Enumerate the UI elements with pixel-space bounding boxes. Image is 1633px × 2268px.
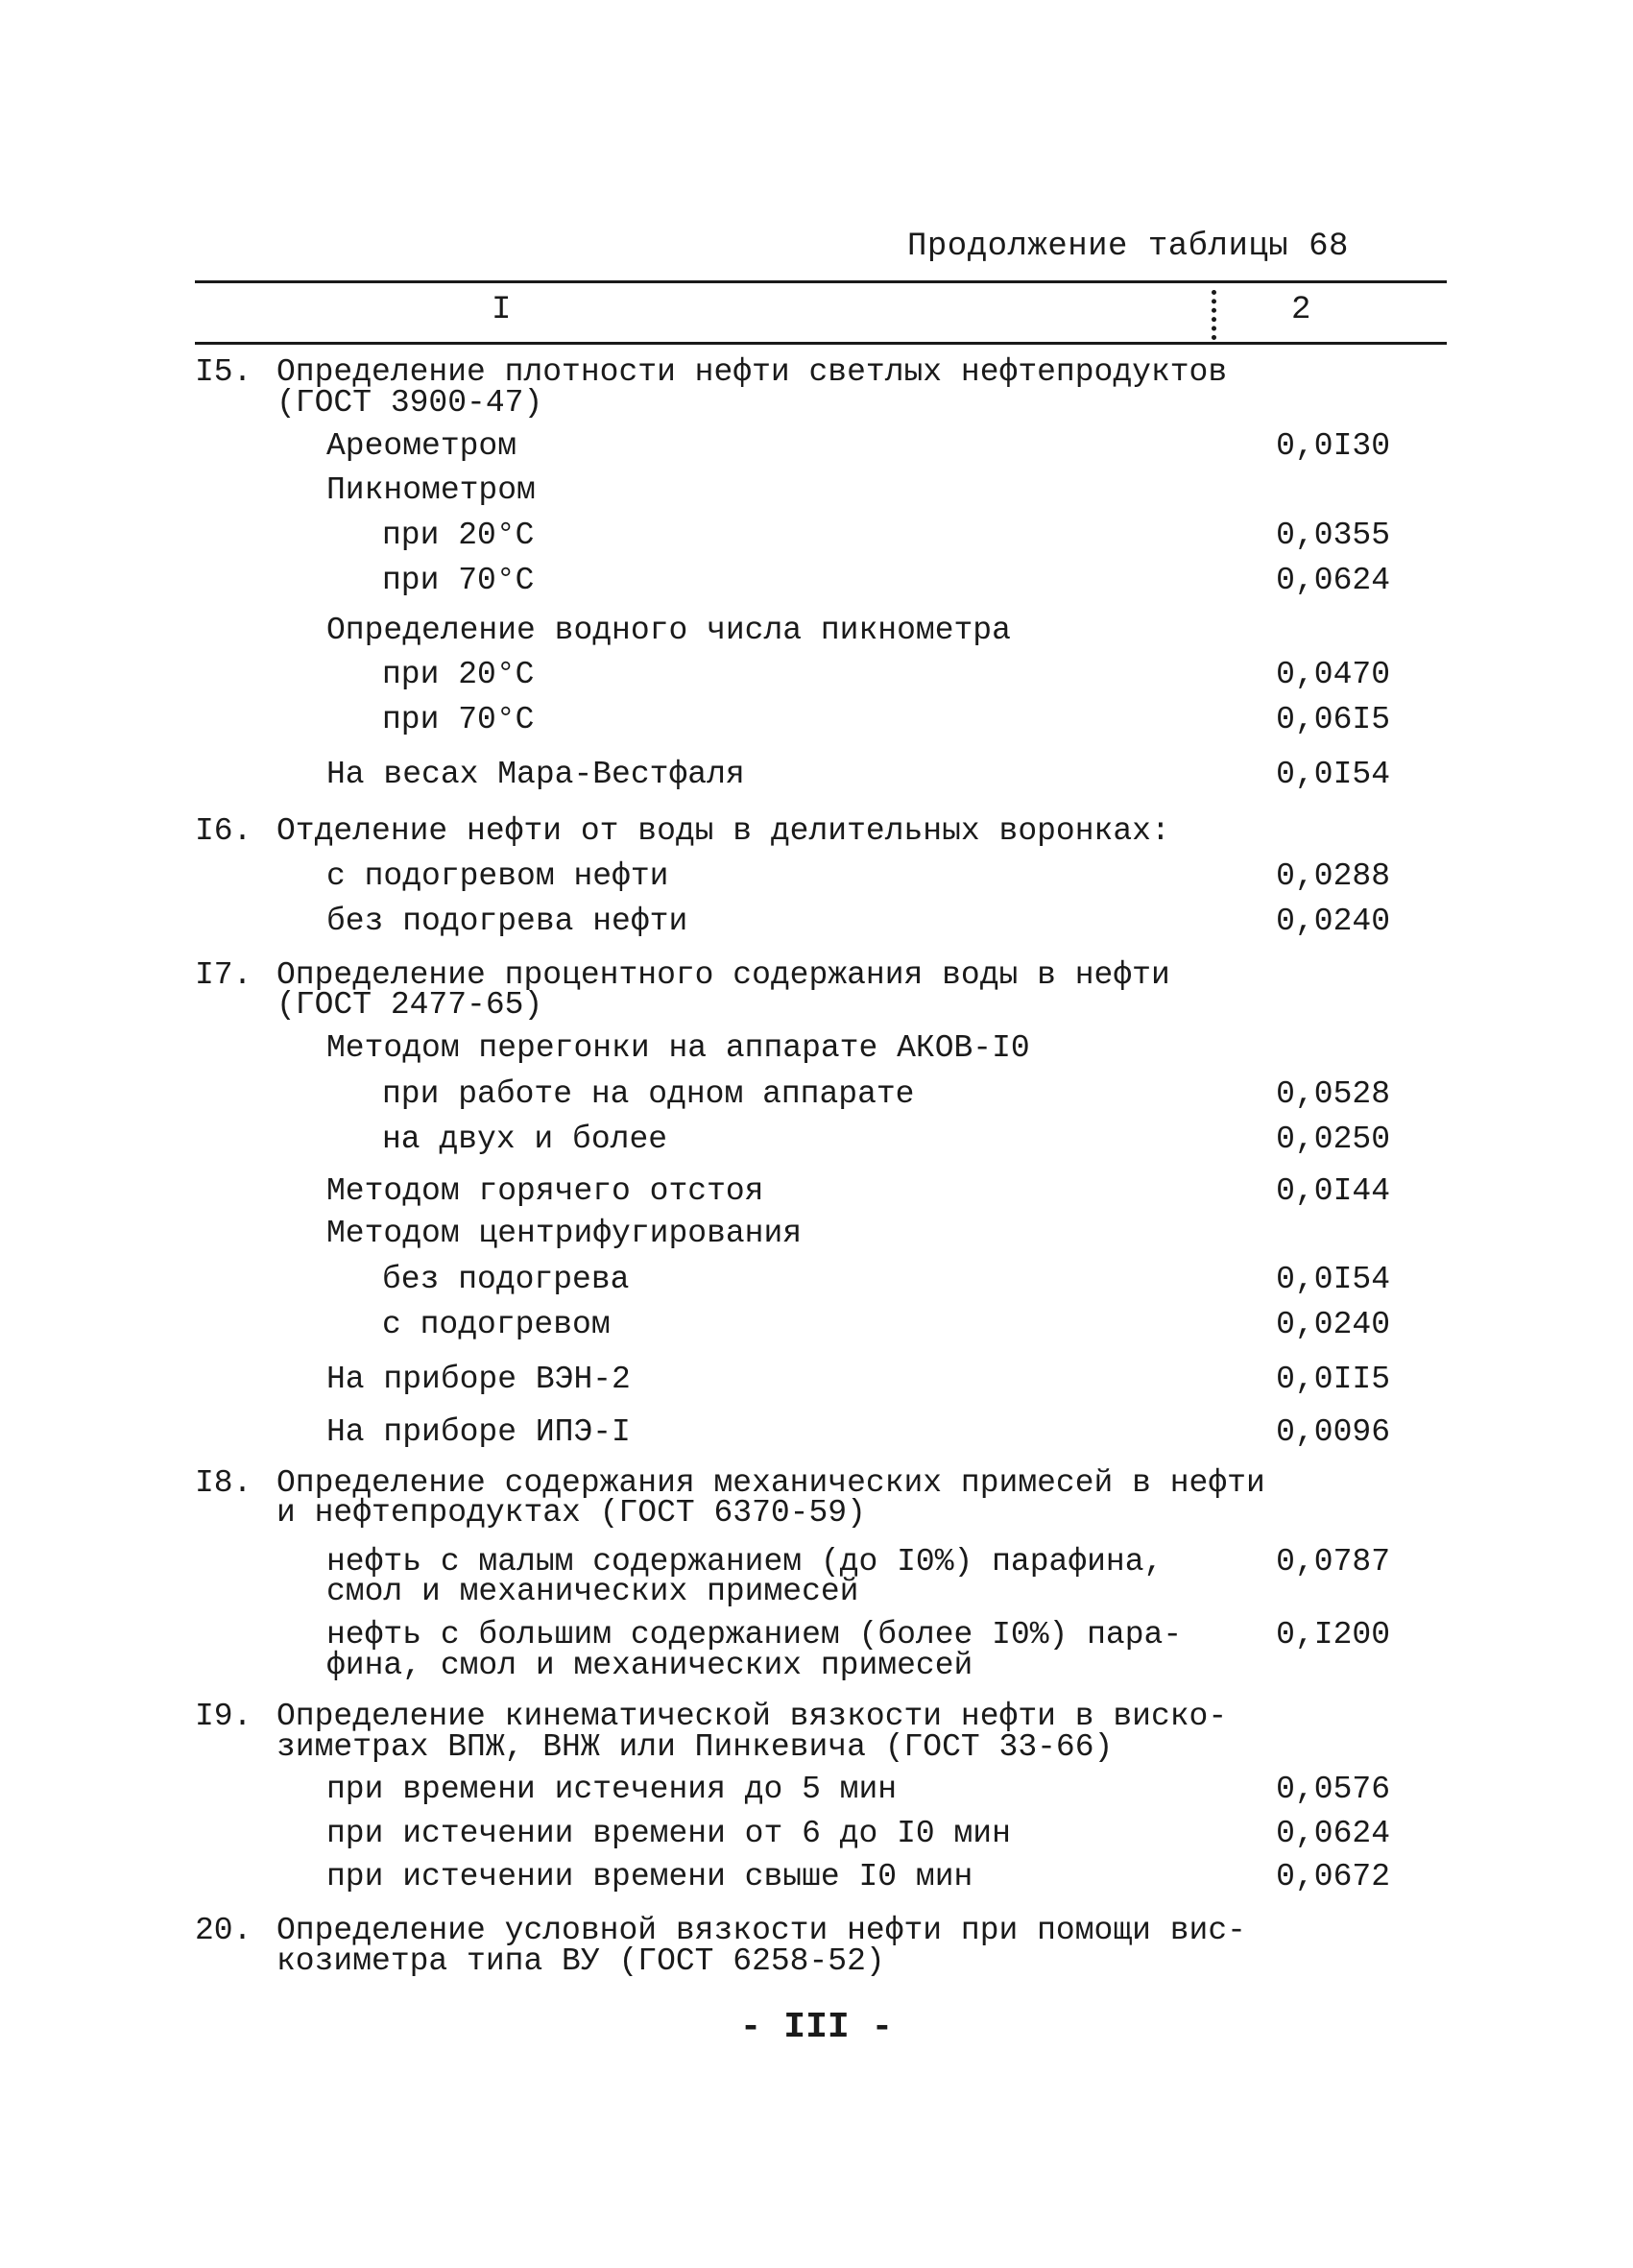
row-text: фина, смол и механических примесей	[326, 1648, 973, 1683]
row-value: 0,0250	[1276, 1122, 1390, 1157]
row-text: с подогревом	[382, 1307, 611, 1342]
row-text: Отделение нефти от воды в делительных воронках:	[276, 813, 1170, 849]
row-value: 0,0096	[1276, 1414, 1390, 1450]
row-text: (ГОСТ 2477-65)	[276, 987, 543, 1023]
row-text: Определение кинематической вязкости нефти в виско-	[276, 1699, 1228, 1734]
row-value: 0,0II5	[1276, 1362, 1390, 1397]
row-text: без подогрева	[382, 1262, 630, 1297]
row-value: 0,0240	[1276, 904, 1390, 939]
row-text: при 70°С	[382, 563, 535, 598]
table-row	[0, 1076, 1633, 1112]
row-text: при 70°С	[382, 702, 535, 737]
table-row	[0, 1307, 1633, 1342]
row-text: зиметрах ВПЖ, ВНЖ или Пинкевича (ГОСТ 33-66)	[276, 1729, 1114, 1765]
row-text: при 20°С	[382, 657, 535, 692]
table-row	[0, 1859, 1633, 1894]
row-text: На приборе ВЭН-2	[326, 1362, 631, 1397]
row-number: I8.	[195, 1465, 252, 1501]
row-text: Методом перегонки на аппарате АКОВ-I0	[326, 1030, 1030, 1066]
table-row	[0, 813, 1633, 849]
row-text: Ареометром	[326, 428, 517, 464]
row-text: Методом центрифугирования	[326, 1216, 803, 1251]
row-text: Определение водного числа пикнометра	[326, 613, 1011, 648]
row-text: На приборе ИПЭ-I	[326, 1414, 631, 1450]
row-value: 0,I200	[1276, 1617, 1390, 1653]
table-row	[0, 858, 1633, 894]
table-row	[0, 1216, 1633, 1251]
table-row	[0, 354, 1633, 390]
row-text: Пикнометром	[326, 472, 536, 508]
row-value: 0,0I44	[1276, 1173, 1390, 1209]
row-value: 0,0528	[1276, 1076, 1390, 1112]
row-text: смол и механических примесей	[326, 1574, 859, 1609]
row-text: при истечении времени свыше I0 мин	[326, 1859, 973, 1894]
table-row	[0, 1574, 1633, 1609]
row-text: при 20°С	[382, 518, 535, 553]
table-row	[0, 1816, 1633, 1851]
row-number: I7.	[195, 957, 252, 993]
table-row	[0, 1495, 1633, 1531]
table-row	[0, 657, 1633, 692]
table-row	[0, 385, 1633, 421]
row-text: козиметра типа ВУ (ГОСТ 6258-52)	[276, 1943, 885, 1979]
row-text: На весах Мара-Вестфаля	[326, 757, 745, 792]
table-row	[0, 518, 1633, 553]
row-text: Определение процентного содержания воды в нефти	[276, 957, 1170, 993]
table-row	[0, 1943, 1633, 1979]
row-value: 0,0288	[1276, 858, 1390, 894]
row-value: 0,0355	[1276, 518, 1390, 553]
table-row	[0, 1262, 1633, 1297]
row-text: Определение плотности нефти светлых нефтепродуктов	[276, 354, 1228, 390]
table-row	[0, 904, 1633, 939]
row-number: I5.	[195, 354, 252, 390]
row-text: без подогрева нефти	[326, 904, 688, 939]
row-value: 0,0I30	[1276, 428, 1390, 464]
row-value: 0,0240	[1276, 1307, 1390, 1342]
table-row	[0, 1362, 1633, 1397]
row-text: при времени истечения до 5 мин	[326, 1772, 898, 1807]
table-row	[0, 1729, 1633, 1765]
row-text: нефть с большим содержанием (более I0%) пара-	[326, 1617, 1183, 1653]
row-text: Определение условной вязкости нефти при помощи вис-	[276, 1913, 1246, 1948]
row-value: 0,0I54	[1276, 757, 1390, 792]
row-value: 0,0470	[1276, 657, 1390, 692]
page-number: - III -	[739, 2007, 894, 2048]
row-text: и нефтепродуктах (ГОСТ 6370-59)	[276, 1495, 866, 1531]
column-separator	[1212, 290, 1216, 340]
table-row	[0, 1030, 1633, 1066]
table-row	[0, 563, 1633, 598]
row-value: 0,0624	[1276, 563, 1390, 598]
row-text: при работе на одном аппарате	[382, 1076, 915, 1112]
row-text: с подогревом нефти	[326, 858, 669, 894]
table-row	[0, 1648, 1633, 1683]
row-value: 0,0672	[1276, 1859, 1390, 1894]
table-row	[0, 613, 1633, 648]
table-row	[0, 957, 1633, 993]
row-value: 0,0624	[1276, 1816, 1390, 1851]
table-top-rule	[195, 280, 1447, 283]
row-text: Методом горячего отстоя	[326, 1173, 764, 1209]
row-number: I6.	[195, 813, 252, 849]
row-value: 0,0I54	[1276, 1262, 1390, 1297]
row-value: 0,0787	[1276, 1544, 1390, 1580]
table-row	[0, 757, 1633, 792]
table-caption: Продолжение таблицы 68	[907, 229, 1349, 265]
table-row	[0, 1772, 1633, 1807]
table-row	[0, 1414, 1633, 1450]
table-row	[0, 987, 1633, 1023]
row-text: (ГОСТ 3900-47)	[276, 385, 543, 421]
row-text: нефть с малым содержанием (до I0%) парафина,	[326, 1544, 1164, 1580]
row-text: Определение содержания механических примесей в нефти	[276, 1465, 1265, 1501]
table-row	[0, 1122, 1633, 1157]
row-value: 0,06I5	[1276, 702, 1390, 737]
row-value: 0,0576	[1276, 1772, 1390, 1807]
table-row	[0, 1173, 1633, 1209]
column-header-1: I	[492, 292, 512, 328]
table-header-rule	[195, 342, 1447, 345]
table-row	[0, 702, 1633, 737]
row-number: I9.	[195, 1699, 252, 1734]
row-text: при истечении времени от 6 до I0 мин	[326, 1816, 1011, 1851]
table-row	[0, 428, 1633, 464]
column-header-2: 2	[1291, 292, 1311, 328]
table-row	[0, 472, 1633, 508]
row-number: 20.	[195, 1913, 252, 1948]
row-text: на двух и более	[382, 1122, 668, 1157]
